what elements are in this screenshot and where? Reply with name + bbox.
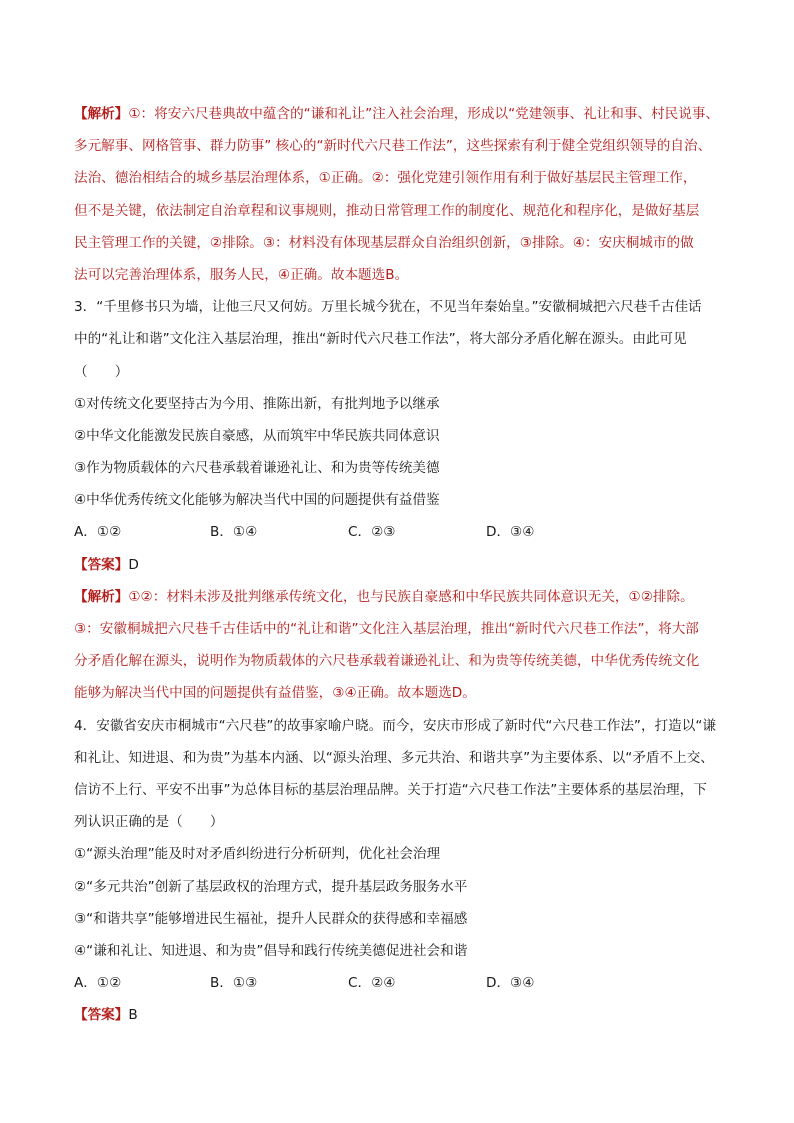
statement-item: ①对传统文化要坚持古为今用、推陈出新，有批判地予以继承	[74, 395, 440, 412]
analysis-label: 【解析】	[74, 106, 129, 122]
statement-item: ③“和谐共享”能够增进民生福祉，提升人民群众的获得感和幸福感	[74, 910, 468, 927]
statement-item: ①“源头治理”能及时对矛盾纠纷进行分析研判，优化社会治理	[74, 846, 441, 863]
option-c: C．②④	[348, 975, 396, 992]
analysis-line: 【解析】①：将安六尺巷典故中蕴含的“谦和礼让”注入社会治理，形成以“党建领事、礼让和事、村民说事、	[74, 106, 720, 122]
question-4	[74, 710, 742, 1032]
answer-value: B	[128, 1007, 138, 1024]
option-d: D．③④	[486, 524, 535, 541]
question-3	[74, 291, 742, 709]
question-stem-line: 列认识正确的是（ ）	[74, 814, 224, 831]
question-stem-line: 中的“礼让和谐”文化注入基层治理，推出“新时代六尺巷工作法”，将大部分矛盾化解在源头。由此可见	[74, 331, 687, 348]
analysis-line: 能够为解决当代中国的问题提供有益借鉴，③④正确。故本题选D。	[74, 685, 476, 702]
analysis-line: 多元解事、网格管事、群力防事” 核心的“新时代六尺巷工作法”，这些探索有利于健全党组织领导的自治、	[74, 138, 712, 155]
question-stem-line: （ ）	[74, 363, 129, 380]
statement-item: ②“多元共治”创新了基层政权的治理方式，提升基层政务服务水平	[74, 878, 468, 895]
question-stem-line: 4．安徽省安庆市桐城市“六尺巷”的故事家喻户晓。而今，安庆市形成了新时代“六尺巷工作法”，打造以“谦	[74, 717, 716, 734]
statement-item: ④中华优秀传统文化能够为解决当代中国的问题提供有益借鉴	[74, 492, 440, 509]
answer-options	[74, 516, 742, 548]
question-stem-line: 3．“千里修书只为墙，让他三尺又何妨。万里长城今犹在，不见当年秦始皇。”安徽桐城把六尺巷千古佳话	[74, 299, 702, 316]
option-a: A．①②	[74, 524, 122, 541]
q2-analysis	[74, 98, 742, 291]
analysis-label: 【解析】	[74, 588, 129, 605]
analysis-line: 分矛盾化解在源头，说明作为物质载体的六尺巷承载着谦逊礼让、和为贵等传统美德，中华优秀传统文化	[74, 653, 700, 670]
question-stem-line: 和礼让、知进退、和为贵”为基本内涵、以“源头治理、多元共治、和谐共享”为主要体系、以“矛盾不上交、	[74, 749, 714, 766]
analysis-line: ③：安徽桐城把六尺巷千古佳话中的“礼让和谐”文化注入基层治理，推出“新时代六尺巷工作法”，将大部	[74, 621, 699, 637]
answer-line	[74, 549, 742, 581]
option-b: B．①④	[210, 524, 258, 541]
option-b: B．①③	[210, 975, 258, 992]
option-c: C．②③	[348, 524, 396, 541]
option-a: A．①②	[74, 975, 122, 992]
statement-item: ②中华文化能激发民族自豪感，从而筑牢中华民族共同体意识	[74, 427, 440, 444]
analysis-line: 法治、德治相结合的城乡基层治理体系，①正确。②：强化党建引领作用有利于做好基层民主管理工作，	[74, 170, 697, 187]
answer-label: 【答案】	[74, 556, 129, 573]
statement-item: ④“谦和礼让、知进退、和为贵”倡导和践行传统美德促进社会和谐	[74, 942, 468, 959]
analysis-line: 但不是关键，依法制定自治章程和议事规则，推动日常管理工作的制度化、规范化和程序化，是做好基层	[74, 202, 700, 219]
answer-options	[74, 967, 742, 999]
answer-line	[74, 999, 742, 1031]
statement-item: ③作为物质载体的六尺巷承载着谦逊礼让、和为贵等传统美德	[74, 460, 440, 477]
analysis-line: 【解析】①②：材料未涉及批判继承传统文化，也与民族自豪感和中华民族共同体意识无关，①②排除。	[74, 588, 694, 605]
analysis-line: 法可以完善治理体系，服务人民，④正确。故本题选B。	[74, 266, 409, 283]
analysis-line: 民主管理工作的关键，②排除。③：材料没有体现基层群众自治组织创新，③排除。④：安庆桐城市的做	[74, 234, 694, 251]
question-stem-line: 信访不上行、平安不出事”为总体目标的基层治理品牌。关于打造“六尺巷工作法”主要体系的基层治理，下	[74, 781, 707, 798]
option-d: D．③④	[486, 975, 535, 992]
answer-value: D	[128, 556, 139, 573]
answer-label: 【答案】	[74, 1007, 129, 1024]
